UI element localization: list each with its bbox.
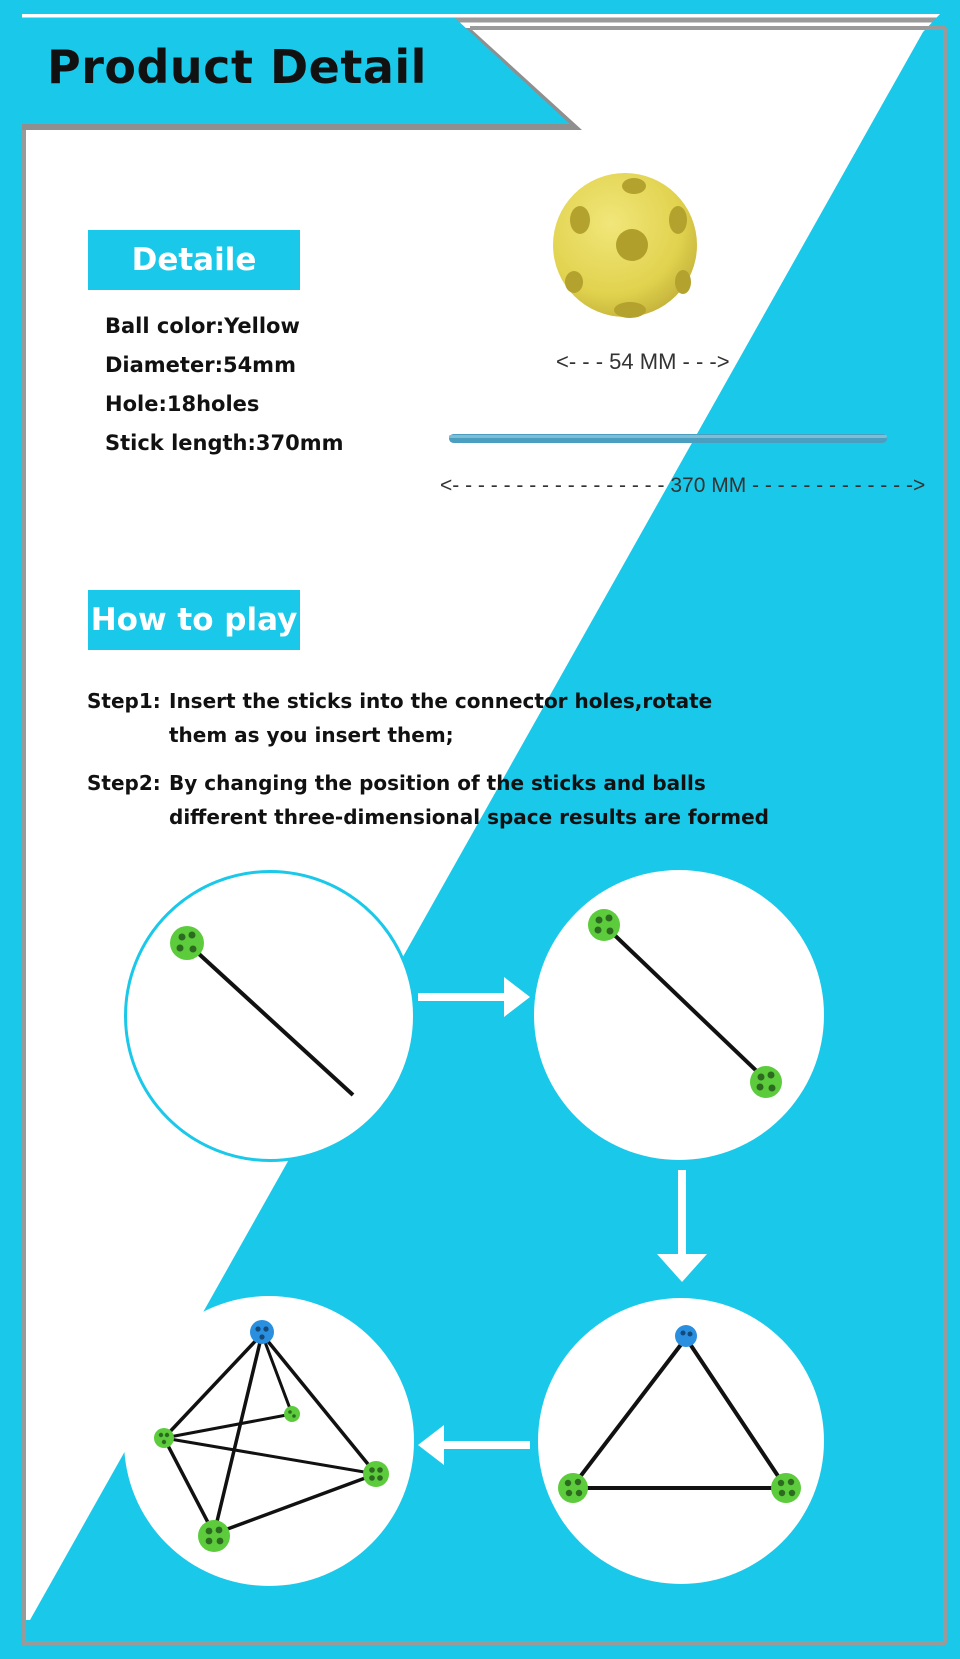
spec-stick-length: Stick length:370mm (105, 431, 344, 455)
step-image-1 (124, 870, 416, 1162)
step-image-2 (534, 870, 824, 1160)
spec-holes: Hole:18holes (105, 392, 260, 416)
stick-dimension-label: <- - - - - - - - - - - - - - - - - 370 MM - - - - - - - - - - - - -> (440, 474, 926, 497)
step2-label: Step2: (87, 771, 161, 795)
step-image-4 (124, 1296, 414, 1586)
arrow-down-icon (655, 1170, 709, 1284)
how-to-play-heading: How to play (88, 590, 300, 650)
yellow-ball-image (550, 170, 700, 320)
step2-line1: By changing the position of the sticks and balls (169, 771, 706, 795)
spec-diameter: Diameter:54mm (105, 353, 296, 377)
page-title: Product Detail (47, 40, 427, 94)
step1-line2: them as you insert them; (169, 723, 454, 747)
step-image-3 (538, 1298, 824, 1584)
arrow-left-icon (418, 1420, 530, 1470)
detail-heading: Detaile (88, 230, 300, 290)
step2-line2: different three-dimensional space results are formed (169, 805, 769, 829)
stick-image (448, 432, 888, 446)
step1-label: Step1: (87, 689, 161, 713)
spec-ball-color: Ball color:Yellow (105, 314, 300, 338)
ball-dimension-label: <- - - 54 MM - - -> (556, 349, 730, 374)
arrow-right-icon (418, 972, 530, 1022)
step1-line1: Insert the sticks into the connector holes,rotate (169, 689, 713, 713)
